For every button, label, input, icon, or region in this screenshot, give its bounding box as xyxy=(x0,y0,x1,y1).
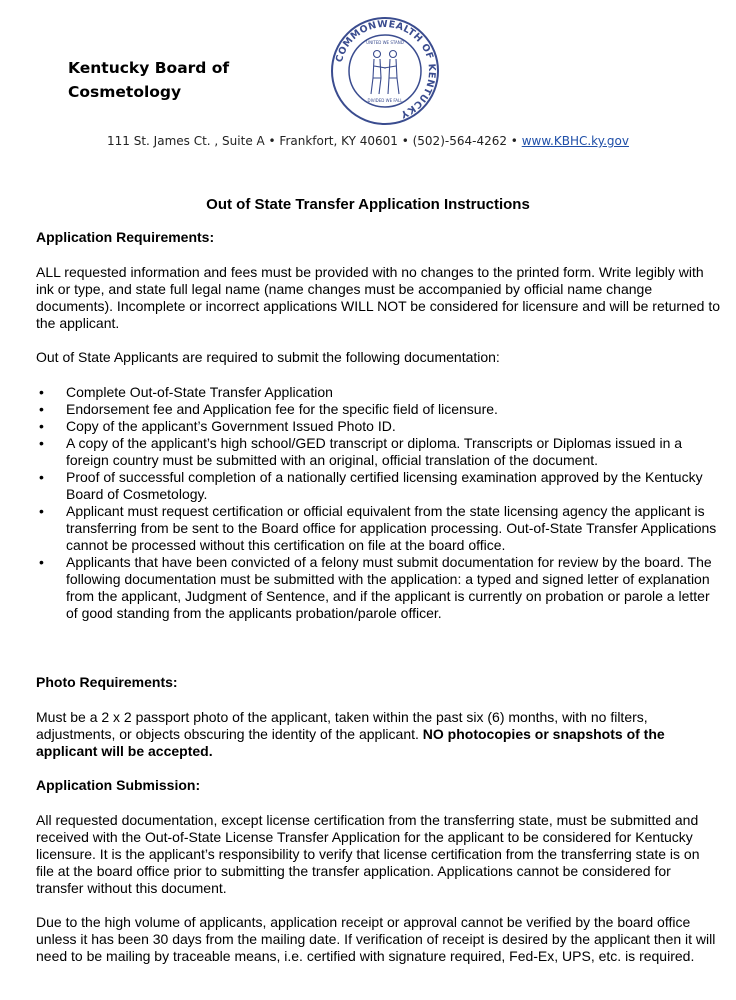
submission-paragraph-1: All requested documentation, except license certification from the transferring state, must be submitted and received with the Out-of-State License Transfer Application for the applicant to be considered for Kentucky licensure. It is the applicant’s responsibility to verify that license certification from the transferring state is on file at the board office prior to submitting the transfer application. Applications cannot be considered for transfer without this document. xyxy=(36,812,700,896)
requirements-list xyxy=(36,384,720,622)
list-item: • Applicant must request certification or official equivalent from the state licensing agency the applicant is transferring from be sent to the Board office for application processing. Out-of-State Transfer Applications cannot be processed without this certification on file at the board office. xyxy=(39,503,717,553)
seal-motto: UNITED WE STAND xyxy=(366,40,404,45)
address-text: 111 St. James Ct. , Suite A • Frankfort, KY 40601 • (502)-564-4262 • xyxy=(107,134,518,148)
photo-paragraph xyxy=(36,709,720,760)
photo-text: Must be a 2 x 2 passport photo of the applicant, taken within the past six (6) months, with no filters, adjustments, or objects obscuring the identity of the applicant. xyxy=(36,709,648,742)
photo-bold-text: NO photocopies or snapshots of the applicant will be accepted. xyxy=(36,726,665,759)
seal-motto-bottom: DIVIDED WE FALL xyxy=(367,98,403,103)
document-body xyxy=(36,229,720,965)
organization-name-line2: Cosmetology xyxy=(68,83,182,101)
submission-paragraph-2: Due to the high volume of applicants, application receipt or approval cannot be verified by the board office unless it has been 30 days from the mailing date. If verification of receipt is desired by the applicant then it will need to be mailing by traceable means, i.e. certified with signature required, Fed-Ex, UPS, etc. is required. xyxy=(36,914,716,964)
website-link[interactable]: www.KBHC.ky.gov xyxy=(521,134,629,148)
requirements-intro: Out of State Applicants are required to submit the following documentation: xyxy=(36,349,500,365)
list-item: • Copy of the applicant’s Government Issued Photo ID. xyxy=(39,418,396,434)
requirements-paragraph: ALL requested information and fees must be provided with no changes to the printed form. Write legibly with ink or type, and state full legal name (name changes must be accompanied by official name change documents). Incomplete or incorrect applications WILL NOT be considered for licensure and will be returned to the applicant. xyxy=(36,264,721,331)
list-item: • A copy of the applicant’s high school/GED transcript or diploma. Transcripts or Diplomas issued in a foreign country must be submitted with an original, official translation of the document. xyxy=(39,435,683,468)
list-item: • Complete Out-of-State Transfer Application xyxy=(39,384,333,400)
photo-heading: Photo Requirements: xyxy=(36,674,178,690)
submission-heading: Application Submission: xyxy=(36,777,201,793)
organization-name xyxy=(68,56,298,104)
list-item: • Applicants that have been convicted of a felony must submit documentation for review by the board. The following documentation must be submitted with the application: a typed and signed letter of explanation from the applicant, Judgment of Sentence, and if the applicant is currently on probation or parole a letter of good standing from the applicants probation/parole officer. xyxy=(39,554,712,621)
requirements-heading: Application Requirements: xyxy=(36,229,215,245)
list-item: • Endorsement fee and Application fee for the specific field of licensure. xyxy=(39,401,498,417)
seal-ring-text: COMMONWEALTH OF KENTUCKY xyxy=(333,18,438,120)
kentucky-seal-logo xyxy=(330,16,440,126)
document-title: Out of State Transfer Application Instructions xyxy=(206,196,530,213)
list-item: • Proof of successful completion of a nationally certified licensing examination approved by the Kentucky Board of Cosmetology. xyxy=(39,469,703,502)
organization-name-line1: Kentucky Board of xyxy=(68,59,230,77)
contact-address-line xyxy=(0,134,736,148)
seal-figures xyxy=(371,51,399,95)
